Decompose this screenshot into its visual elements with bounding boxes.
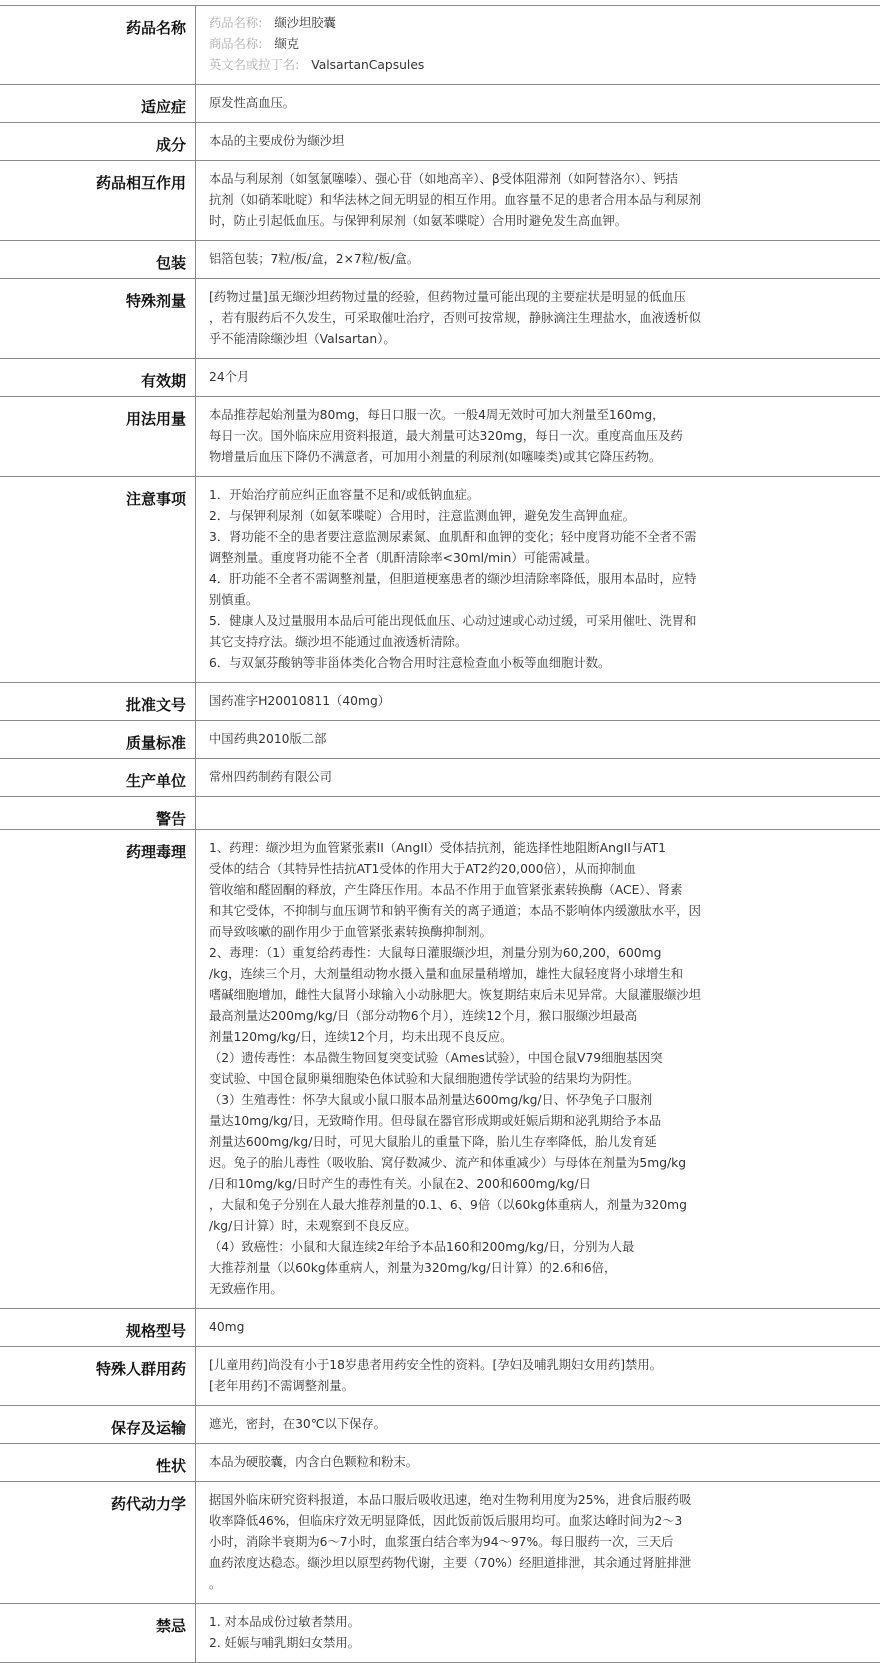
text-line: 受体的结合（其特异性拮抗AT1受体的作用大于AT2约20,000倍），从而抑制血 <box>209 862 636 876</box>
table-row <box>0 1309 880 1347</box>
text-line: 40mg <box>209 1320 245 1334</box>
row-label: 药品名称 <box>0 6 196 84</box>
text-line: （4）致癌性：小鼠和大鼠连续2年给予本品160和200mg/kg/日，分别为人最 <box>209 1240 635 1254</box>
row-label: 生产单位 <box>0 759 196 796</box>
table-row <box>0 759 880 797</box>
row-value <box>196 683 880 720</box>
text-line: 本品与利尿剂（如氢氯噻嗪）、强心苷（如地高辛）、β受体阻滞剂（如阿替洛尔）、钙拮 <box>209 172 678 186</box>
text-line: /日和10mg/kg/日时产生的毒性有关。小鼠在2、200和600mg/kg/日 <box>209 1177 591 1191</box>
text-line: 时，防止引起低血压。与保钾利尿剂（如氨苯喋啶）合用时避免发生高血钾。 <box>209 214 628 228</box>
row-label: 注意事项 <box>0 477 196 682</box>
row-label: 警告 <box>0 797 196 829</box>
text-line: 24个月 <box>209 370 250 384</box>
text-line: 抗剂（如硝苯吡啶）和华法林之间无明显的相互作用。血容量不足的患者合用本品与利尿剂 <box>209 193 701 207</box>
text-line: 据国外临床研究资料报道，本品口服后吸收迅速，绝对生物利用度为25%，进食后服药吸 <box>209 1493 692 1507</box>
text-line: 收率降低46%，但临床疗效无明显降低，因此饭前饭后服用均可。血浆达峰时间为2～3 <box>209 1514 683 1528</box>
text-line: 其它支持疗法。缬沙坦不能通过血液透析清除。 <box>209 635 468 649</box>
text-line: 每日一次。国外临床应用资料报道，最大剂量可达320mg，每日一次。重度高血压及药 <box>209 429 683 443</box>
text-line: 本品为硬胶囊，内含白色颗粒和粉末。 <box>209 1455 419 1469</box>
row-label: 药品相互作用 <box>0 161 196 240</box>
text-line: /kg/日计算）时，未观察到不良反应。 <box>209 1219 417 1233</box>
text-line: 和其它受体，不抑制与血压调节和钠平衡有关的离子通道；本品不影响体内缓激肽水平，因 <box>209 904 701 918</box>
text-line: 5．健康人及过量服用本品后可能出现低血压、心动过速或心动过缓，可采用催吐、洗胃和 <box>209 614 697 628</box>
table-row <box>0 359 880 397</box>
text-line: 管收缩和醛固酮的释放，产生降压作用。本品不作用于血管紧张素转换酶（ACE）、肾素 <box>209 883 683 897</box>
name-key: 英文名或拉丁名: <box>209 58 300 72</box>
text-line: 无致癌作用。 <box>209 1282 283 1296</box>
row-value <box>196 1347 880 1405</box>
drug-info-table <box>0 5 880 1663</box>
row-value <box>196 477 880 682</box>
text-line: 常州四药制药有限公司 <box>209 770 332 784</box>
text-line: 铝箔包装；7粒/板/盒，2×7粒/板/盒。 <box>209 252 420 266</box>
row-label: 性状 <box>0 1444 196 1481</box>
row-value <box>196 830 880 1308</box>
row-label: 特殊剂量 <box>0 279 196 358</box>
row-label: 有效期 <box>0 359 196 396</box>
row-value <box>196 1406 880 1443</box>
row-label: 规格型号 <box>0 1309 196 1346</box>
row-label: 保存及运输 <box>0 1406 196 1443</box>
row-label: 包装 <box>0 241 196 278</box>
text-line: 国药准字H20010811（40mg） <box>209 694 391 708</box>
text-line: [老年用药]不需调整剂量。 <box>209 1379 354 1393</box>
text-line: ，若有服药后不久发生，可采取催吐治疗，否则可按常规，静脉滴注生理盐水，血液透析似 <box>209 311 701 325</box>
table-row <box>0 279 880 359</box>
table-row <box>0 1406 880 1444</box>
table-row <box>0 161 880 241</box>
name-value: ValsartanCapsules <box>311 58 425 72</box>
row-label: 适应症 <box>0 85 196 122</box>
table-row <box>0 683 880 721</box>
row-value <box>196 1604 880 1662</box>
row-value <box>196 1309 880 1346</box>
name-key: 商品名称: <box>209 37 263 51</box>
text-line: [药物过量]虽无缬沙坦药物过量的经验，但药物过量可能出现的主要症状是明显的低血压 <box>209 290 686 304</box>
row-value <box>196 161 880 240</box>
text-line: ，大鼠和兔子分别在人最大推荐剂量的0.1、6、9倍（以60kg体重病人，剂量为320mg <box>209 1198 687 1212</box>
name-line <box>209 34 870 55</box>
table-row <box>0 721 880 759</box>
row-value <box>196 123 880 160</box>
table-row <box>0 1347 880 1406</box>
text-line: 调整剂量。重度肾功能不全者（肌酐清除率<30ml/min）可能需减量。 <box>209 551 598 565</box>
text-line: 变试验、中国仓鼠卵巢细胞染色体试验和大鼠细胞遗传学试验的结果均为阴性。 <box>209 1072 640 1086</box>
text-line: 本品的主要成份为缬沙坦 <box>209 134 345 148</box>
text-line: 3．肾功能不全的患者要注意监测尿素氮、血肌酐和血钾的变化；轻中度肾功能不全者不需 <box>209 530 697 544</box>
row-value <box>196 759 880 796</box>
text-line: 4．肝功能不全者不需调整剂量，但胆道梗塞患者的缬沙坦清除率降低，服用本品时，应特 <box>209 572 697 586</box>
row-label: 质量标准 <box>0 721 196 758</box>
text-line: 血药浓度达稳态。缬沙坦以原型药物代谢，主要（70%）经胆道排泄，其余通过肾脏排泄 <box>209 1556 692 1570</box>
text-line: 2. 妊娠与哺乳期妇女禁用。 <box>209 1636 360 1650</box>
name-value: 缬克 <box>274 37 299 51</box>
row-label: 禁忌 <box>0 1604 196 1662</box>
row-label: 药理毒理 <box>0 830 196 1308</box>
text-line: [儿童用药]尚没有小于18岁患者用药安全性的资料。[孕妇及哺乳期妇女用药]禁用。 <box>209 1358 662 1372</box>
table-row <box>0 1444 880 1482</box>
text-line: 本品推荐起始剂量为80mg，每日口服一次。一般4周无效时可加大剂量至160mg， <box>209 408 665 422</box>
row-value <box>196 397 880 476</box>
text-line: 小时，消除半衰期为6～7小时，血浆蛋白结合率为94～97%。每日服药一次，三天后 <box>209 1535 674 1549</box>
table-row <box>0 1482 880 1604</box>
table-row <box>0 241 880 279</box>
text-line: 原发性高血压。 <box>209 96 296 110</box>
text-line: 嗜碱细胞增加，雌性大鼠肾小球输入小动脉肥大。恢复期结束后未见异常。大鼠灌服缬沙坦 <box>209 988 701 1002</box>
text-line: （3）生殖毒性：怀孕大鼠或小鼠口服本品剂量达600mg/kg/日、怀孕兔子口服剂 <box>209 1093 653 1107</box>
text-line: /kg，连续三个月，大剂量组动物水摄入量和血尿量稍增加，雄性大鼠轻度肾小球增生和 <box>209 967 684 981</box>
row-label: 成分 <box>0 123 196 160</box>
text-line: 量达10mg/kg/日，无致畸作用。但母鼠在器官形成期或妊娠后期和泌乳期给予本品 <box>209 1114 662 1128</box>
text-line: 2．与保钾利尿剂（如氨苯喋啶）合用时，注意监测血钾，避免发生高钾血症。 <box>209 509 635 523</box>
table-row <box>0 1604 880 1663</box>
table-row <box>0 6 880 85</box>
text-line: 而导致咳嗽的副作用少于血管紧张素转换酶抑制剂。 <box>209 925 492 939</box>
text-line: 遮光，密封，在30℃以下保存。 <box>209 1417 387 1431</box>
row-label: 特殊人群用药 <box>0 1347 196 1405</box>
table-row <box>0 397 880 477</box>
text-line: 剂量达600mg/kg/日时，可见大鼠胎儿的重量下降，胎儿生存率降低，胎儿发育延 <box>209 1135 657 1149</box>
row-value <box>196 85 880 122</box>
row-value <box>196 1482 880 1603</box>
row-value <box>196 1444 880 1481</box>
table-row <box>0 830 880 1309</box>
text-line: 大推荐剂量（以60kg体重病人，剂量为320mg/kg/日计算）的2.6和6倍， <box>209 1261 617 1275</box>
text-line: 物增量后血压下降仍不满意者，可加用小剂量的利尿剂(如噻嗪类)或其它降压药物。 <box>209 450 662 464</box>
text-line: 迟。兔子的胎儿毒性（吸收胎、窝仔数减少、流产和体重减少）与母体在剂量为5mg/kg <box>209 1156 687 1170</box>
text-line: 6．与双氯芬酸钠等非甾体类化合物合用时注意检查血小板等血细胞计数。 <box>209 656 611 670</box>
text-line: 2、毒理：（1）重复给药毒性：大鼠每日灌服缬沙坦，剂量分别为60,200，600mg <box>209 946 662 960</box>
name-key: 药品名称: <box>209 16 263 30</box>
row-label: 批准文号 <box>0 683 196 720</box>
text-line: 乎不能清除缬沙坦（Valsartan）。 <box>209 332 396 346</box>
row-value <box>196 279 880 358</box>
text-line: 剂量120mg/kg/日，连续12个月，均未出现不良反应。 <box>209 1030 513 1044</box>
row-value <box>196 721 880 758</box>
table-row <box>0 477 880 683</box>
text-line: 。 <box>209 1577 222 1591</box>
name-line <box>209 55 870 76</box>
row-value <box>196 6 880 84</box>
name-line <box>209 13 870 34</box>
text-line: 最高剂量达200mg/kg/日（部分动物6个月），连续12个月，猴口服缬沙坦最高 <box>209 1009 638 1023</box>
text-line: 1. 对本品成份过敏者禁用。 <box>209 1615 360 1629</box>
text-line: 中国药典2010版二部 <box>209 732 327 746</box>
name-value: 缬沙坦胶囊 <box>274 16 336 30</box>
table-row <box>0 797 880 830</box>
table-row <box>0 123 880 161</box>
text-line: 1．开始治疗前应纠正血容量不足和/或低钠血症。 <box>209 488 480 502</box>
row-value <box>196 359 880 396</box>
text-line: （2）遗传毒性：本品微生物回复突变试验（Ames试验），中国仓鼠V79细胞基因突 <box>209 1051 663 1065</box>
text-line: 别慎重。 <box>209 593 259 607</box>
table-row <box>0 85 880 123</box>
row-value <box>196 241 880 278</box>
row-label: 药代动力学 <box>0 1482 196 1603</box>
row-value <box>196 797 880 829</box>
text-line: 1、药理：缬沙坦为血管紧张素II（AngII）受体拮抗剂，能选择性地阻断AngII与AT1 <box>209 841 667 855</box>
row-label: 用法用量 <box>0 397 196 476</box>
